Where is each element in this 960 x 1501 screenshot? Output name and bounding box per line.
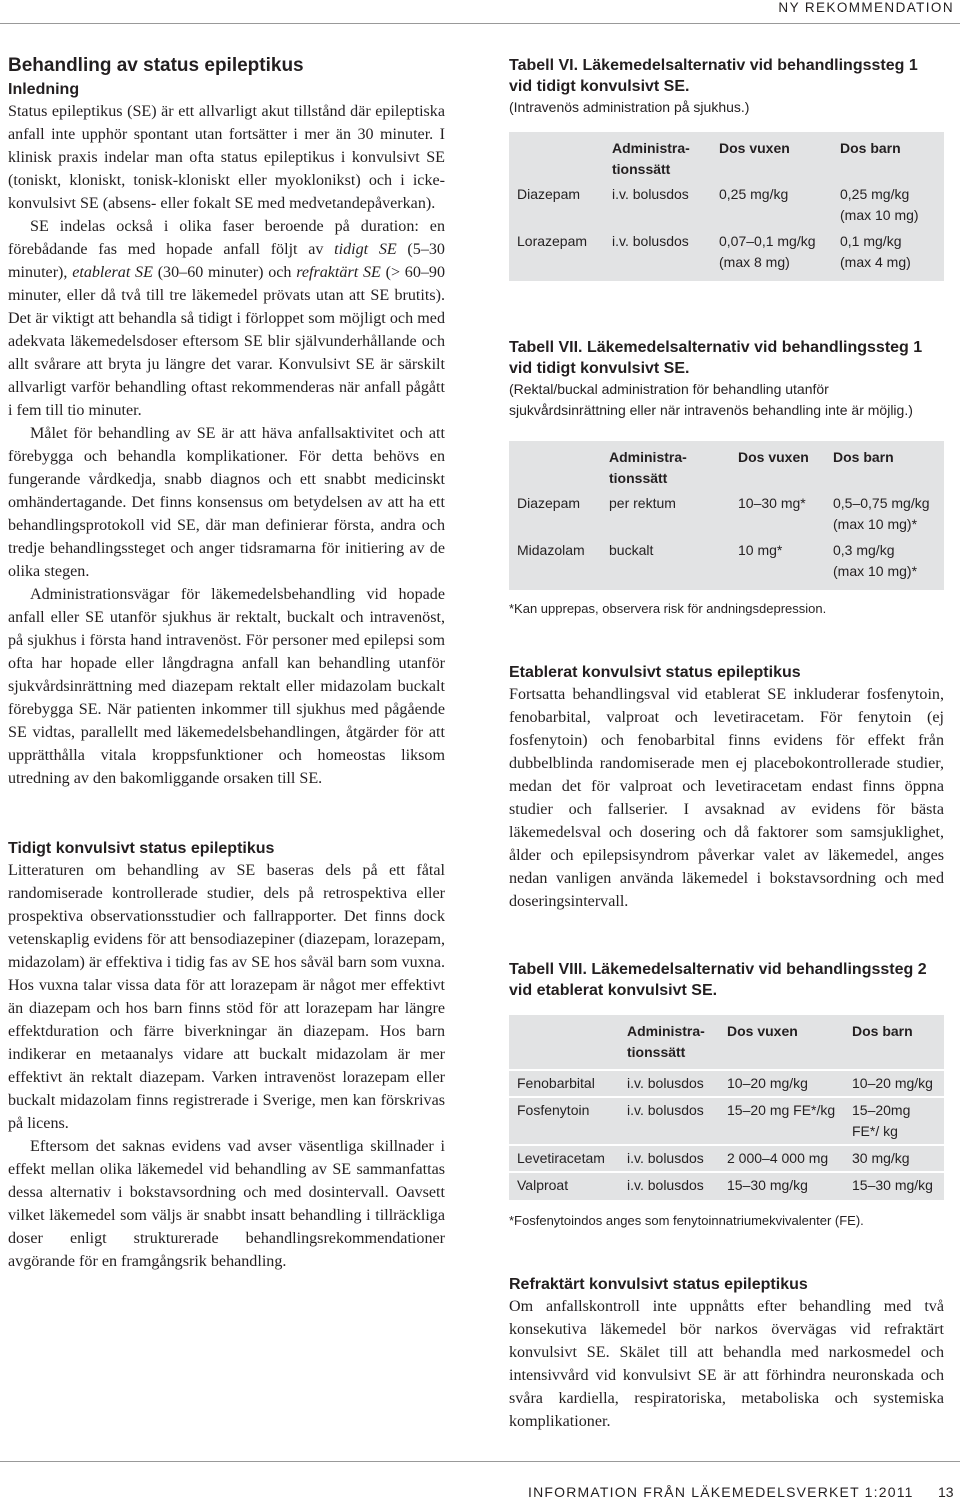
table8-header-row [509,1021,944,1063]
table8 [509,1015,944,1200]
page-number: 13 [938,1484,954,1500]
table7-cell: Midazolam [517,542,585,558]
table8-footnote: *Fosfenytoindos anges som fenytoinnatriumekvivalenter (FE). [509,1213,864,1228]
refractory-se-heading: Refraktärt konvulsivt status epileptikus [509,1276,808,1293]
table6 [509,132,944,281]
table6-header-cell [517,138,612,180]
table8-cell: i.v. bolusdos [627,1102,704,1118]
table8-cell: 15–30 mg/kg [727,1177,808,1193]
refractory-text: Om anfallskontroll inte uppnåtts efter behandling med två konsekutiva läkemedel bör narkos övervägas vid refraktärt konvulsivt SE. Skälet till att behandla med narkosmedel och intensivvård vid konvulsivt SE är att förhindra neuronskada och svåra kardiella, respiratoriska, metaboliska och systemiska komplikationer. [509,1298,944,1430]
article-title: Behandling av status epileptikus [8,55,304,76]
established-text: Fortsatta behandlingsval vid etablerat SE inkluderar fosfenytoin, fenobarbital, valproat och levetiracetam. För fenytoin (ej fosfenytoin) och fenobarbital finns evidens för effekt från dubbelblinda randomiserade men ej placebokontrollerade studier, medan det för valproat och levetiracetam endast finns öppna studier och fallserier. I avsaknad av evidens för bästa läkemedelsval och dosering och då faktorer som samsjuklighet, ålder och epilepsisyndrom påverkar valet av läkemedel, anges nedan vanligen använda läkemedel i bokstavsordning och med doseringsintervall. [509,686,944,910]
table7-caption: Tabell VII. Läkemedelsalternativ vid behandlingssteg 1 vid tidigt konvulsivt SE. [509,339,923,377]
table-row [509,1146,944,1171]
table6-cell: Lorazepam [517,233,588,249]
table8-cell: 15–20mg FE*/ kg [852,1102,911,1139]
table-row [517,231,936,273]
table6-subtitle: (Intravenös administration på sjukhus.) [509,99,750,115]
table6-cell: 0,25 mg/kg (max 10 mg) [840,186,919,223]
table6-cell: 0,07–0,1 mg/kg (max 8 mg) [719,233,816,270]
p2-text-b: (5–30 minuter), [8,241,445,281]
table6-header-row [517,138,936,180]
table7-header-cell: Dos barn [833,449,894,465]
paragraph-5: Litteraturen om behandling av SE baseras dels på ett fåtal randomiserade kontrollerade studier, dels på retrospektiva eller prospektiva observationsstudier och fallrapporter. Det finns dock vetenskaplig evidens för att bensodiazepiner (diazepam, lorazepam, midazolam) är effektiva i tidig fas av SE hos såväl barn som vuxna. Hos vuxna talar vissa data för att lorazepam är något mer effektivt än diazepam och hos barn finns stöd för att lorazepam har längre effektduration och färre biverkningar än diazepam. Hos barn indikerar en metaanalys vidare att buckalt midazolam är mer effektivt än rektalt diazepam. Varken intravenöst lorazepam eller buckalt midazolam finns registrerade i Sverige, men kan förskrivas på licens. [8,862,445,1132]
table7-cell: 0,5–0,75 mg/kg (max 10 mg)* [833,495,930,532]
paragraph-2 [8,215,445,422]
table8-header-cell: Dos barn [852,1023,913,1039]
table8-caption: Tabell VIII. Läkemedelsalternativ vid behandlingssteg 2 vid etablerat konvulsivt SE. [509,961,927,999]
left-column [8,55,445,1273]
table7-cell: buckalt [609,542,654,558]
table7-header-cell: Administra- tionssätt [609,449,687,486]
table8-cell: i.v. bolusdos [627,1150,704,1166]
p2-text-a: SE indelas också i olika faser beroende på duration: en förebådande fas med hopade anfall följt av [8,218,445,258]
table8-cell: Levetiracetam [517,1150,605,1166]
footer-rule [0,1461,960,1462]
table-row [517,184,936,226]
table-row [517,493,936,535]
table8-cell: 15–30 mg/kg [852,1177,933,1193]
table8-cell: 15–20 mg FE*/kg [727,1102,836,1118]
table7-cell: per rektum [609,495,676,511]
table-row [517,540,936,582]
right-column [509,55,944,1433]
intro-heading: Inledning [8,81,80,98]
table8-cell: Fosfenytoin [517,1102,590,1118]
p2-text-d: (> 60–90 minuter, eller då två till tre läkemedel prövats utan att SE brutits). Det är viktigt att behandla så tidigt i förloppet som möjligt och med adekvata läkemedelsdoser eftersom SE blir självunderhållande och allt svårare att bryta ju längre det varar. Konvulsivt SE är särskilt allvarligt varför behandling oftast rekommenderas när anfall pågått i fem till tio minuter. [8,264,446,419]
table-row [509,1173,944,1200]
p2-em-refraktart: refraktärt SE [296,264,381,281]
table6-cell: 0,1 mg/kg (max 4 mg) [840,233,911,270]
table6-cell: i.v. bolusdos [612,186,689,202]
table6-header-cell: Administra- tionssätt [612,140,690,177]
table8-header-cell: Administra- tionssätt [627,1023,705,1060]
table6-cell: i.v. bolusdos [612,233,689,249]
table7-cell: 0,3 mg/kg (max 10 mg)* [833,542,918,579]
table7-cell: 10 mg* [738,542,783,558]
table6-cell: Diazepam [517,186,581,202]
table7-header-cell [517,447,609,489]
table-row [509,1071,944,1096]
table6-header-cell: Dos vuxen [719,140,790,156]
publication-name: INFORMATION FRÅN LÄKEMEDELSVERKET 1:2011 [528,1484,914,1500]
table8-cell: Fenobarbital [517,1075,595,1091]
table8-cell: i.v. bolusdos [627,1177,704,1193]
table8-cell: Valproat [517,1177,569,1193]
table7-header-cell: Dos vuxen [738,449,809,465]
table7-cell: Diazepam [517,495,581,511]
paragraph-1: Status epileptikus (SE) är ett allvarligt akut tillstånd där epileptiska anfall inte upphör spontant utan fortsätter i mer än 30 minuter. I klinisk praxis indelar man ofta status epileptikus i konvulsivt SE (toniskt, kloniskt, tonisk-kloniskt eller myoklonikst) och i icke-konvulsivt SE (absens- eller fokalt SE med medvetandepåverkan). [8,103,445,212]
early-se-heading: Tidigt konvulsivt status epileptikus [8,840,275,857]
table8-cell: 10–20 mg/kg [852,1075,933,1091]
p2-em-tidigt: tidigt SE [334,241,397,258]
p2-text-c: (30–60 minuter) och [152,264,297,281]
table6-caption: Tabell VI. Läkemedelsalternativ vid behandlingssteg 1 vid tidigt konvulsivt SE. [509,57,918,95]
table-row [509,1098,944,1144]
established-se-heading: Etablerat konvulsivt status epileptikus [509,664,801,681]
table8-cell: 30 mg/kg [852,1150,910,1166]
table7-cell: 10–30 mg* [738,495,806,511]
table8-header-cell: Dos vuxen [727,1023,798,1039]
table7 [509,441,944,590]
header-rule [0,23,960,24]
paragraph-3: Målet för behandling av SE är att häva anfallsaktivitet och att förebygga och behandla komplikationer. För detta behövs en fungerande vårdkedja, snabb diagnos och ett snabbt medicinskt omhändertagande. Det finns konsensus om betydelsen av att ha ett behandlingsprotokoll vid SE, där man definierar första, andra och tredje behandlingssteget och anger tidsramarna för initiering av de olika stegen. [8,425,445,580]
table7-footnote: *Kan upprepas, observera risk för andningsdepression. [509,601,827,616]
table8-cell: 2 000–4 000 mg [727,1150,829,1166]
table8-cell: i.v. bolusdos [627,1075,704,1091]
table8-header-cell [509,1021,627,1063]
table6-header-cell: Dos barn [840,140,901,156]
section-label: NY REKOMMENDATION [778,0,954,15]
paragraph-6: Eftersom det saknas evidens vad avser väsentliga skillnader i effekt mellan olika läkemedel vid behandling av SE sammanfattas dessa alternativ i bokstavsordning och med dosintervall. Oavsett vilket läkemedel som väljs är snabbt insatt behandling i tillräckliga doser enligt strukturerade behandlingsrekommendationer avgörande för en framgångsrik behandling. [8,1138,445,1270]
table7-subtitle: (Rektal/buckal administration för behandling utanför sjukvårdsinrättning eller när intravenös behandling inte är möjlig.) [509,381,913,418]
table7-header-row [517,447,936,489]
p2-em-etablerat: etablerat SE [72,264,153,281]
table6-cell: 0,25 mg/kg [719,186,789,202]
table8-cell: 10–20 mg/kg [727,1075,808,1091]
paragraph-4: Administrationsvägar för läkemedelsbehandling vid hopade anfall eller SE utanför sjukhus är rektalt, buckalt och intravenöst, på sjukhus i första hand intravenöst. För personer med epilepsi som ofta har hopade eller långdragna anfall kan behandling utanför sjukvårdsinrättning med diazepam rektalt eller midazolam buckalt förebygga SE. När patienten inkommer till sjukhus med pågående SE vidtas, parallellt med läkemedelsbehandlingen, åtgärder för att upprätthålla vitala kroppsfunktioner och homeostas liksom utredning av den bakomliggande orsaken till SE. [8,586,445,787]
